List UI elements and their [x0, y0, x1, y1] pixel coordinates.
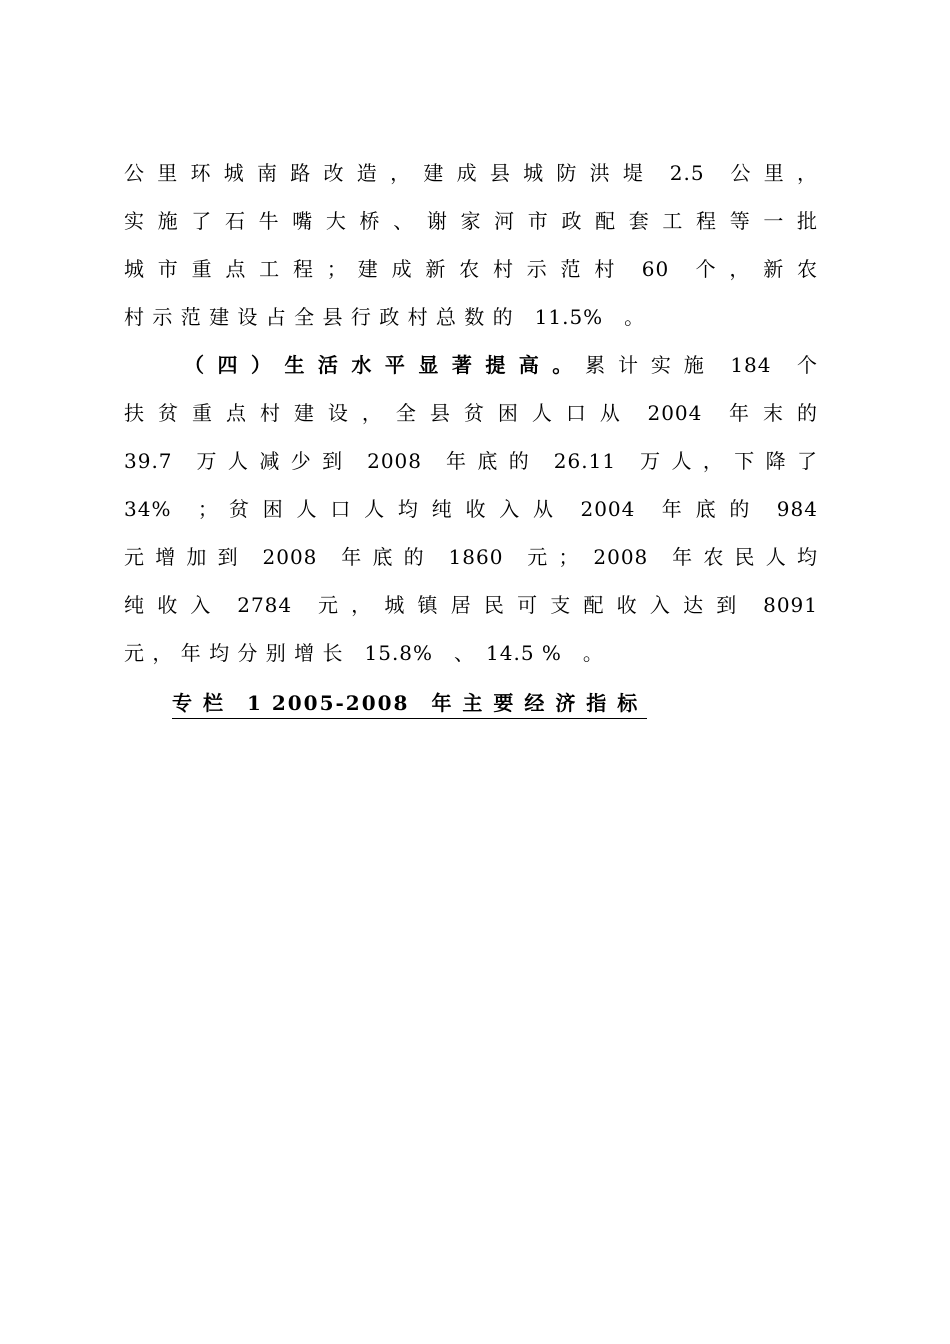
paragraph-line: 34% ； 贫 困 人 口 人 均 纯 收 入 从 2004 年 底 的 984: [124, 497, 818, 521]
paragraph-line: 元 增 加 到 2008 年 底 的 1860 元 ； 2008 年 农 民 人 均: [124, 545, 818, 569]
paragraph-line: 扶 贫 重 点 村 建 设 ， 全 县 贫 困 人 口 从 2004 年 末 的: [124, 401, 818, 425]
paragraph-line: 元 ， 年 均 分 别 增 长 15.8% 、 14.5 % 。: [124, 641, 604, 665]
paragraph-line: 村 示 范 建 设 占 全 县 行 政 村 总 数 的 11.5% 。: [124, 305, 646, 329]
paragraph-line: 39.7 万 人 减 少 到 2008 年 底 的 26.11 万 人 ， 下 降 了: [124, 449, 818, 473]
paragraph-line: 公 里 环 城 南 路 改 造 ， 建 成 县 城 防 洪 堤 2.5 公 里 ，: [124, 161, 818, 185]
section-heading-continuation: 累 计 实 施 184 个: [585, 353, 819, 377]
paragraph-line: 纯 收 入 2784 元 ， 城 镇 居 民 可 支 配 收 入 达 到 8091: [124, 593, 818, 617]
section-heading: （ 四 ） 生 活 水 平 显 著 提 高 。: [184, 353, 576, 377]
table-caption: 专 栏 1 2005-2008 年 主 要 经 济 指 标: [172, 688, 647, 719]
section-heading-line: [184, 350, 818, 380]
paragraph-line: 城 市 重 点 工 程 ； 建 成 新 农 村 示 范 村 60 个 ， 新 农: [124, 257, 818, 281]
paragraph-line: 实 施 了 石 牛 嘴 大 桥 、 谢 家 河 市 政 配 套 工 程 等 一 批: [124, 209, 818, 233]
